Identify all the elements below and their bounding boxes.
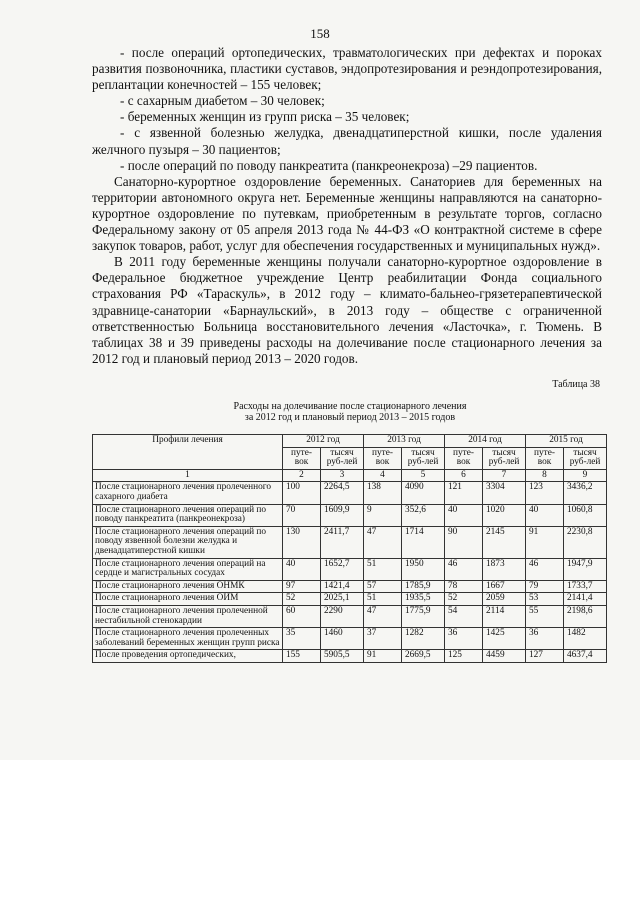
row-profile-name: После стационарного лечения ОИМ	[93, 593, 283, 606]
cell-vouchers: 70	[283, 504, 321, 526]
cell-thousand-rub: 3436,2	[564, 482, 607, 504]
paragraph: Санаторно-курортное оздоровление беременных. Санаториев для беременных на территории автономного округа нет. Беременные женщины направляются на санаторно-курортное оздоровление по путевкам, приобретенным в результате торгов, согласно Федеральному закону от 05 апреля 2013 года № 44-ФЗ «О контрактной системе в сфере закупок товаров, работ, услуг для обеспечения государственных и муниципальных нужд».	[92, 173, 602, 254]
cell-vouchers: 91	[526, 526, 564, 558]
cell-thousand-rub: 2290	[321, 605, 364, 627]
cell-vouchers: 40	[445, 504, 483, 526]
cell-vouchers: 47	[364, 605, 402, 627]
table-row	[93, 593, 607, 606]
row-profile-name: После проведения ортопедических,	[93, 650, 283, 663]
column-header-vouchers: путе-вок	[445, 447, 483, 469]
cell-thousand-rub: 2264,5	[321, 482, 364, 504]
cell-thousand-rub: 1460	[321, 628, 364, 650]
cell-thousand-rub: 4090	[402, 482, 445, 504]
table-row	[93, 504, 607, 526]
cell-thousand-rub: 2025,1	[321, 593, 364, 606]
cell-thousand-rub: 1020	[483, 504, 526, 526]
page-number: 158	[310, 26, 330, 41]
table-row	[93, 482, 607, 504]
column-header-vouchers: путе-вок	[283, 447, 321, 469]
cell-vouchers: 47	[364, 526, 402, 558]
cell-thousand-rub: 2411,7	[321, 526, 364, 558]
cell-vouchers: 123	[526, 482, 564, 504]
cell-vouchers: 46	[445, 558, 483, 580]
cell-thousand-rub: 1282	[402, 628, 445, 650]
cell-vouchers: 121	[445, 482, 483, 504]
cell-thousand-rub: 2114	[483, 605, 526, 627]
cell-vouchers: 51	[364, 558, 402, 580]
cell-thousand-rub: 352,6	[402, 504, 445, 526]
cell-thousand-rub: 1935,5	[402, 593, 445, 606]
cell-vouchers: 97	[283, 580, 321, 593]
cell-thousand-rub: 1714	[402, 526, 445, 558]
row-profile-name: После стационарного лечения пролеченного сахарного диабета	[93, 482, 283, 504]
column-header-year: 2013 год	[364, 435, 445, 448]
cell-thousand-rub: 2141,4	[564, 593, 607, 606]
column-index: 3	[321, 469, 364, 482]
cell-thousand-rub: 3304	[483, 482, 526, 504]
paragraph: - с сахарным диабетом – 30 человек;	[120, 93, 325, 109]
column-header-profile: Профили лечения	[93, 435, 283, 470]
cell-vouchers: 9	[364, 504, 402, 526]
table-title-line: за 2012 год и плановый период 2013 – 2015 годов	[244, 412, 456, 423]
cell-vouchers: 51	[364, 593, 402, 606]
table-row	[93, 526, 607, 558]
paragraph: В 2011 году беременные женщины получали санаторно-курортное оздоровление в Федеральное бюджетное учреждение Центр реабилитации Фонда социального страхования РФ «Тараскуль», в 2012 году – климато-бальнео-грязетерапевтической здравнице-санатории «Барнаульский», в 2013 году – обществе с ограниченной ответственностью Больница восстановительного лечения «Ласточка», г. Тюмень. В таблицах 38 и 39 приведены расходы на долечивание после стационарного лечения за 2012 год и плановый период 2013 – 2020 годов.	[92, 254, 602, 366]
column-index: 9	[564, 469, 607, 482]
cell-vouchers: 91	[364, 650, 402, 663]
expenses-table	[92, 434, 607, 663]
cell-vouchers: 57	[364, 580, 402, 593]
cell-thousand-rub: 1947,9	[564, 558, 607, 580]
cell-vouchers: 100	[283, 482, 321, 504]
table-row	[93, 605, 607, 627]
column-header-thousand-rub: тысяч руб-лей	[321, 447, 364, 469]
column-header-vouchers: путе-вок	[364, 447, 402, 469]
cell-vouchers: 35	[283, 628, 321, 650]
cell-thousand-rub: 2145	[483, 526, 526, 558]
column-index: 5	[402, 469, 445, 482]
paragraph: - беременных женщин из групп риска – 35 человек;	[120, 109, 410, 125]
cell-vouchers: 53	[526, 593, 564, 606]
cell-vouchers: 60	[283, 605, 321, 627]
cell-vouchers: 79	[526, 580, 564, 593]
column-header-thousand-rub: тысяч руб-лей	[483, 447, 526, 469]
column-index-row	[93, 469, 607, 482]
table-title	[150, 401, 550, 423]
column-header-year: 2015 год	[526, 435, 607, 448]
cell-vouchers: 40	[526, 504, 564, 526]
cell-thousand-rub: 1652,7	[321, 558, 364, 580]
cell-thousand-rub: 1733,7	[564, 580, 607, 593]
cell-vouchers: 36	[526, 628, 564, 650]
cell-thousand-rub: 1609,9	[321, 504, 364, 526]
row-profile-name: После стационарного лечения операций по поводу панкреатита (панкреонекроза)	[93, 504, 283, 526]
row-profile-name: После стационарного лечения пролеченных заболеваний беременных женщин групп риска	[93, 628, 283, 650]
table-row	[93, 628, 607, 650]
column-header-thousand-rub: тысяч руб-лей	[402, 447, 445, 469]
cell-thousand-rub: 2198,6	[564, 605, 607, 627]
column-header-year: 2012 год	[283, 435, 364, 448]
row-profile-name: После стационарного лечения пролеченной нестабильной стенокардии	[93, 605, 283, 627]
cell-vouchers: 130	[283, 526, 321, 558]
cell-thousand-rub: 1785,9	[402, 580, 445, 593]
cell-vouchers: 52	[445, 593, 483, 606]
cell-vouchers: 90	[445, 526, 483, 558]
cell-vouchers: 78	[445, 580, 483, 593]
column-index: 1	[93, 469, 283, 482]
cell-thousand-rub: 1425	[483, 628, 526, 650]
cell-vouchers: 37	[364, 628, 402, 650]
body-text	[92, 45, 602, 367]
column-index: 4	[364, 469, 402, 482]
cell-vouchers: 125	[445, 650, 483, 663]
column-index: 8	[526, 469, 564, 482]
cell-vouchers: 36	[445, 628, 483, 650]
cell-thousand-rub: 1873	[483, 558, 526, 580]
cell-vouchers: 127	[526, 650, 564, 663]
paragraph: - после операций по поводу панкреатита (панкреонекроза) –29 пациентов.	[120, 157, 538, 173]
cell-thousand-rub: 1950	[402, 558, 445, 580]
table-row	[93, 558, 607, 580]
table-title-line: Расходы на долечивание после стационарного лечения	[233, 401, 467, 412]
cell-vouchers: 55	[526, 605, 564, 627]
cell-thousand-rub: 4459	[483, 650, 526, 663]
cell-vouchers: 155	[283, 650, 321, 663]
cell-thousand-rub: 1421,4	[321, 580, 364, 593]
cell-thousand-rub: 4637,4	[564, 650, 607, 663]
cell-thousand-rub: 2230,8	[564, 526, 607, 558]
table-label: Таблица 38	[552, 379, 600, 390]
cell-thousand-rub: 1482	[564, 628, 607, 650]
cell-thousand-rub: 2059	[483, 593, 526, 606]
cell-vouchers: 46	[526, 558, 564, 580]
paragraph: - после операций ортопедических, травматологических при дефектах и пороках развития позвоночника, пластики суставов, эндопротезирования и реэндопротезирования, реплантации конечностей – 155 человек;	[92, 45, 602, 93]
cell-thousand-rub: 2669,5	[402, 650, 445, 663]
row-profile-name: После стационарного лечения операций на сердце и магистральных сосудах	[93, 558, 283, 580]
cell-vouchers: 52	[283, 593, 321, 606]
column-header-vouchers: путе-вок	[526, 447, 564, 469]
column-index: 2	[283, 469, 321, 482]
cell-thousand-rub: 1775,9	[402, 605, 445, 627]
column-header-thousand-rub: тысяч руб-лей	[564, 447, 607, 469]
cell-vouchers: 138	[364, 482, 402, 504]
cell-thousand-rub: 1060,8	[564, 504, 607, 526]
row-profile-name: После стационарного лечения операций по поводу язвенной болезни желудка и двенадцатиперстной кишки	[93, 526, 283, 558]
column-index: 6	[445, 469, 483, 482]
cell-vouchers: 40	[283, 558, 321, 580]
cell-thousand-rub: 5905,5	[321, 650, 364, 663]
column-index: 7	[483, 469, 526, 482]
column-header-year: 2014 год	[445, 435, 526, 448]
table-row	[93, 650, 607, 663]
table-body	[93, 482, 607, 663]
row-profile-name: После стационарного лечения ОНМК	[93, 580, 283, 593]
paragraph: - с язвенной болезнью желудка, двенадцатиперстной кишки, после удаления желчного пузыря – 30 пациентов;	[92, 125, 602, 157]
cell-thousand-rub: 1667	[483, 580, 526, 593]
table-row	[93, 580, 607, 593]
cell-vouchers: 54	[445, 605, 483, 627]
table-header-row	[93, 435, 607, 448]
